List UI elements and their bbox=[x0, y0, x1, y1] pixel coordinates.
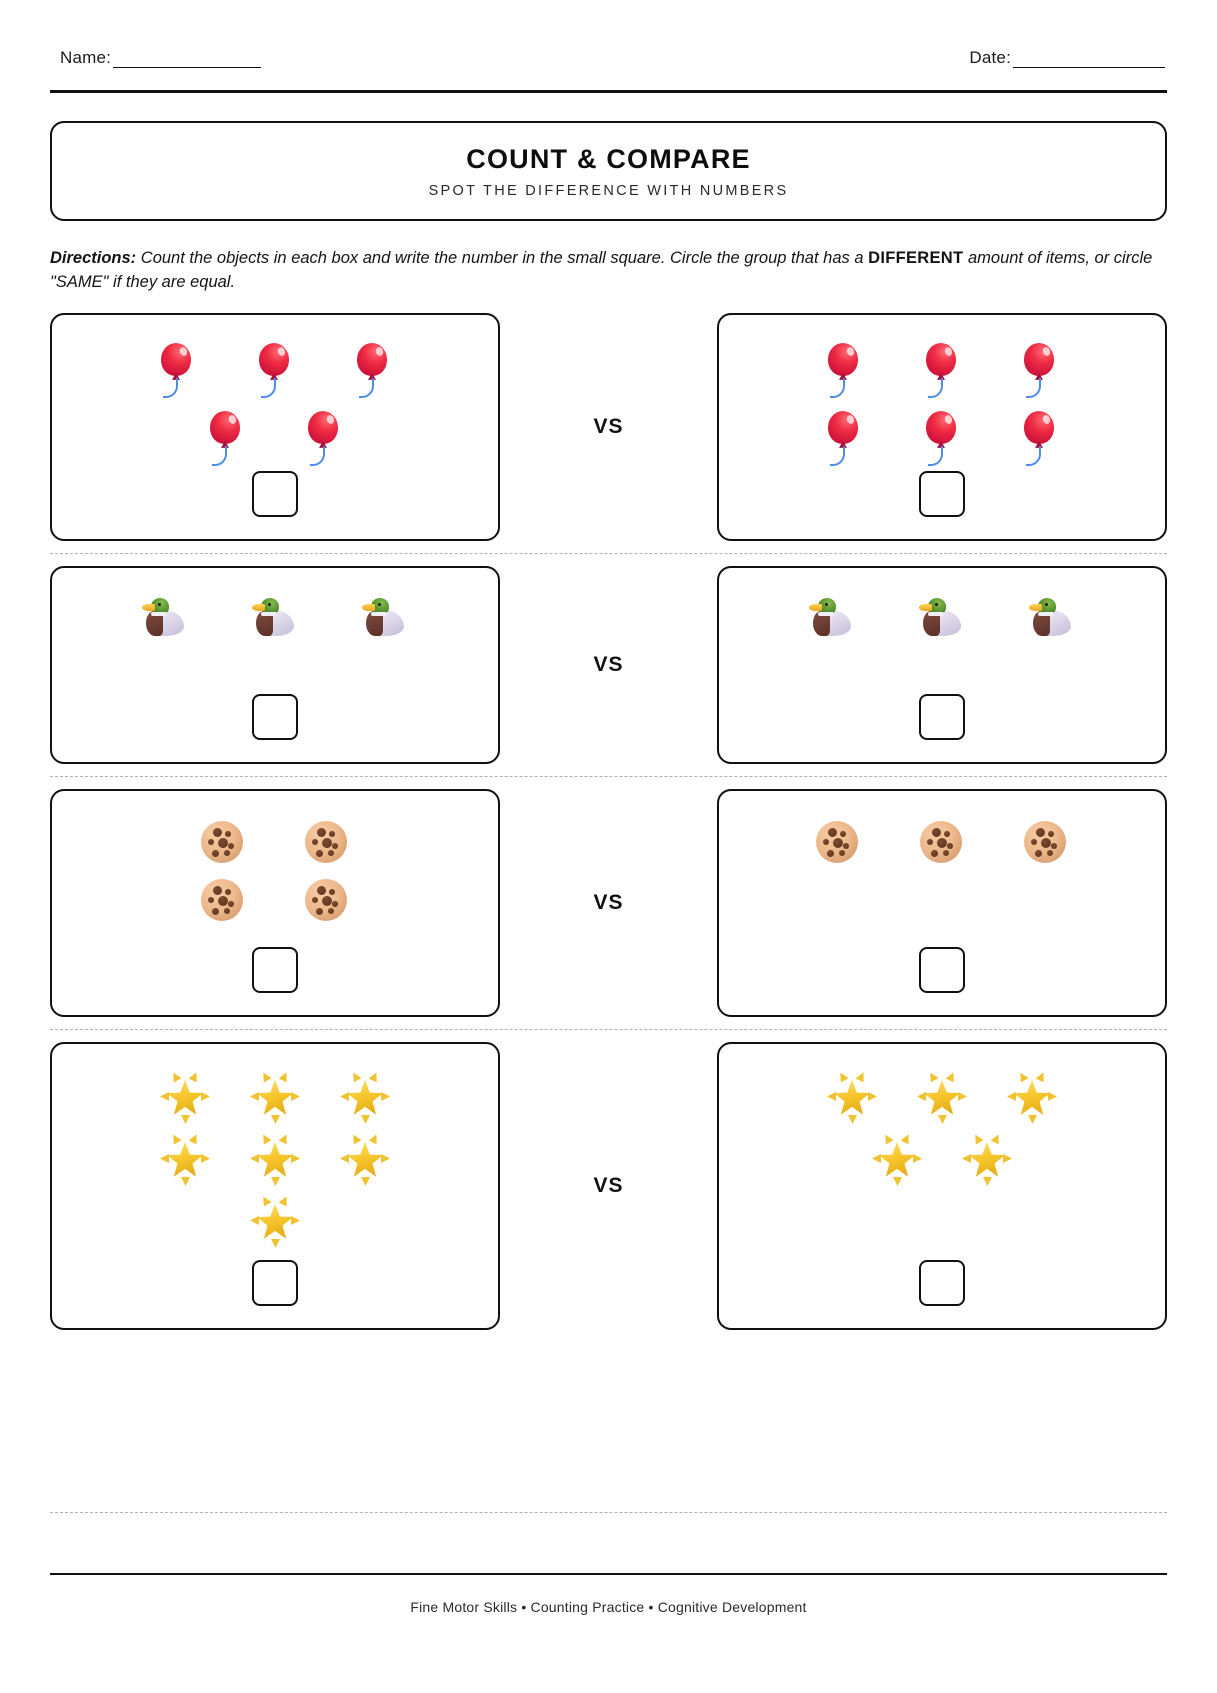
duck-icon bbox=[1023, 594, 1081, 642]
date-label: Date: bbox=[969, 48, 1011, 67]
row-balloons bbox=[50, 313, 1167, 541]
cookie-icon bbox=[301, 875, 353, 927]
row-balloons-left-pane bbox=[50, 313, 500, 541]
title-card bbox=[50, 121, 1167, 221]
row-cookies-right-pane bbox=[717, 789, 1167, 1017]
row-stars-left-pane bbox=[50, 1042, 500, 1330]
object-group bbox=[812, 817, 1072, 869]
vs-label: VS bbox=[593, 1173, 624, 1197]
cookie-icon bbox=[197, 875, 249, 927]
star-icon bbox=[959, 1132, 1015, 1188]
row-cookies-left-answer-square[interactable] bbox=[252, 947, 298, 993]
object-row bbox=[812, 817, 1072, 869]
row-ducks-right-pane bbox=[717, 566, 1167, 764]
row-stars-left-box[interactable] bbox=[50, 1042, 500, 1330]
row-stars-right-box[interactable] bbox=[717, 1042, 1167, 1330]
object-row bbox=[149, 341, 401, 403]
footer-text: Fine Motor Skills • Counting Practice • Cognitive Development bbox=[410, 1599, 807, 1615]
row-balloons-left-answer-square[interactable] bbox=[252, 471, 298, 517]
directions-text bbox=[50, 247, 1167, 295]
object-row bbox=[869, 1132, 1015, 1188]
object-group bbox=[136, 594, 414, 642]
vs-divider bbox=[500, 1174, 717, 1198]
balloon-icon bbox=[198, 409, 254, 471]
cookie-icon bbox=[301, 817, 353, 869]
balloon-icon bbox=[914, 341, 970, 403]
footer-divider bbox=[50, 1573, 1167, 1575]
cookie-icon bbox=[1020, 817, 1072, 869]
balloon-icon bbox=[816, 409, 872, 471]
directions-emphasis: DIFFERENT bbox=[868, 249, 964, 267]
object-row bbox=[816, 341, 1068, 403]
object-row bbox=[157, 1070, 393, 1126]
row-ducks-right-box[interactable] bbox=[717, 566, 1167, 764]
row-ducks bbox=[50, 566, 1167, 764]
page-subtitle: SPOT THE DIFFERENCE WITH NUMBERS bbox=[428, 182, 789, 199]
star-icon bbox=[1004, 1070, 1060, 1126]
name-date-header bbox=[50, 48, 1167, 68]
row-balloons-left-box[interactable] bbox=[50, 313, 500, 541]
object-group bbox=[816, 341, 1068, 471]
row-stars bbox=[50, 1042, 1167, 1330]
object-group bbox=[803, 594, 1081, 642]
cookie-icon bbox=[812, 817, 864, 869]
row-balloons-right-box[interactable] bbox=[717, 313, 1167, 541]
star-icon bbox=[337, 1070, 393, 1126]
page-title: COUNT & COMPARE bbox=[466, 143, 751, 174]
date-input-line[interactable] bbox=[1013, 54, 1165, 68]
balloon-icon bbox=[296, 409, 352, 471]
directions-label: Directions: bbox=[50, 249, 137, 267]
row-separator bbox=[50, 776, 1167, 777]
object-row bbox=[824, 1070, 1060, 1126]
object-group bbox=[824, 1070, 1060, 1188]
object-row bbox=[136, 594, 414, 642]
star-icon bbox=[247, 1070, 303, 1126]
name-field-group bbox=[60, 48, 261, 68]
directions-body-2: amount of items, or circle "SAME" if they are equal. bbox=[50, 249, 1153, 291]
balloon-icon bbox=[1012, 341, 1068, 403]
duck-icon bbox=[913, 594, 971, 642]
vs-label: VS bbox=[593, 652, 624, 676]
star-icon bbox=[869, 1132, 925, 1188]
star-icon bbox=[824, 1070, 880, 1126]
bottom-row-separator bbox=[50, 1512, 1167, 1513]
cookie-icon bbox=[197, 817, 249, 869]
object-row bbox=[197, 817, 353, 869]
cookie-icon bbox=[916, 817, 968, 869]
vs-divider bbox=[500, 415, 717, 439]
star-icon bbox=[157, 1070, 213, 1126]
row-balloons-right-answer-square[interactable] bbox=[919, 471, 965, 517]
object-row bbox=[198, 409, 352, 471]
duck-icon bbox=[246, 594, 304, 642]
star-icon bbox=[914, 1070, 970, 1126]
row-ducks-right-answer-square[interactable] bbox=[919, 694, 965, 740]
balloon-icon bbox=[247, 341, 303, 403]
date-field-group bbox=[969, 48, 1165, 68]
balloon-icon bbox=[345, 341, 401, 403]
row-cookies bbox=[50, 789, 1167, 1017]
name-label: Name: bbox=[60, 48, 112, 67]
object-row bbox=[816, 409, 1068, 471]
duck-icon bbox=[803, 594, 861, 642]
balloon-icon bbox=[1012, 409, 1068, 471]
row-cookies-right-box[interactable] bbox=[717, 789, 1167, 1017]
star-icon bbox=[157, 1132, 213, 1188]
row-separator bbox=[50, 1029, 1167, 1030]
row-stars-right-answer-square[interactable] bbox=[919, 1260, 965, 1306]
balloon-icon bbox=[816, 341, 872, 403]
vs-divider bbox=[500, 653, 717, 677]
row-stars-left-answer-square[interactable] bbox=[252, 1260, 298, 1306]
row-cookies-left-box[interactable] bbox=[50, 789, 500, 1017]
balloon-icon bbox=[914, 409, 970, 471]
row-stars-right-pane bbox=[717, 1042, 1167, 1330]
object-row bbox=[157, 1132, 393, 1188]
vs-label: VS bbox=[593, 890, 624, 914]
duck-icon bbox=[136, 594, 194, 642]
row-ducks-left-answer-square[interactable] bbox=[252, 694, 298, 740]
header-divider bbox=[50, 90, 1167, 93]
star-icon bbox=[247, 1194, 303, 1250]
object-group bbox=[157, 1070, 393, 1250]
balloon-icon bbox=[149, 341, 205, 403]
star-icon bbox=[247, 1132, 303, 1188]
vs-label: VS bbox=[593, 414, 624, 438]
row-ducks-left-box[interactable] bbox=[50, 566, 500, 764]
object-group bbox=[149, 341, 401, 471]
row-balloons-right-pane bbox=[717, 313, 1167, 541]
row-ducks-left-pane bbox=[50, 566, 500, 764]
vs-divider bbox=[500, 891, 717, 915]
row-cookies-right-answer-square[interactable] bbox=[919, 947, 965, 993]
object-group bbox=[197, 817, 353, 927]
object-row bbox=[803, 594, 1081, 642]
object-row bbox=[197, 875, 353, 927]
object-row bbox=[247, 1194, 303, 1250]
star-icon bbox=[337, 1132, 393, 1188]
comparison-rows bbox=[50, 313, 1167, 1330]
duck-icon bbox=[356, 594, 414, 642]
row-cookies-left-pane bbox=[50, 789, 500, 1017]
name-input-line[interactable] bbox=[113, 54, 261, 68]
directions-body-1: Count the objects in each box and write the number in the small square. Circle the group that has a bbox=[136, 249, 869, 267]
row-separator bbox=[50, 553, 1167, 554]
